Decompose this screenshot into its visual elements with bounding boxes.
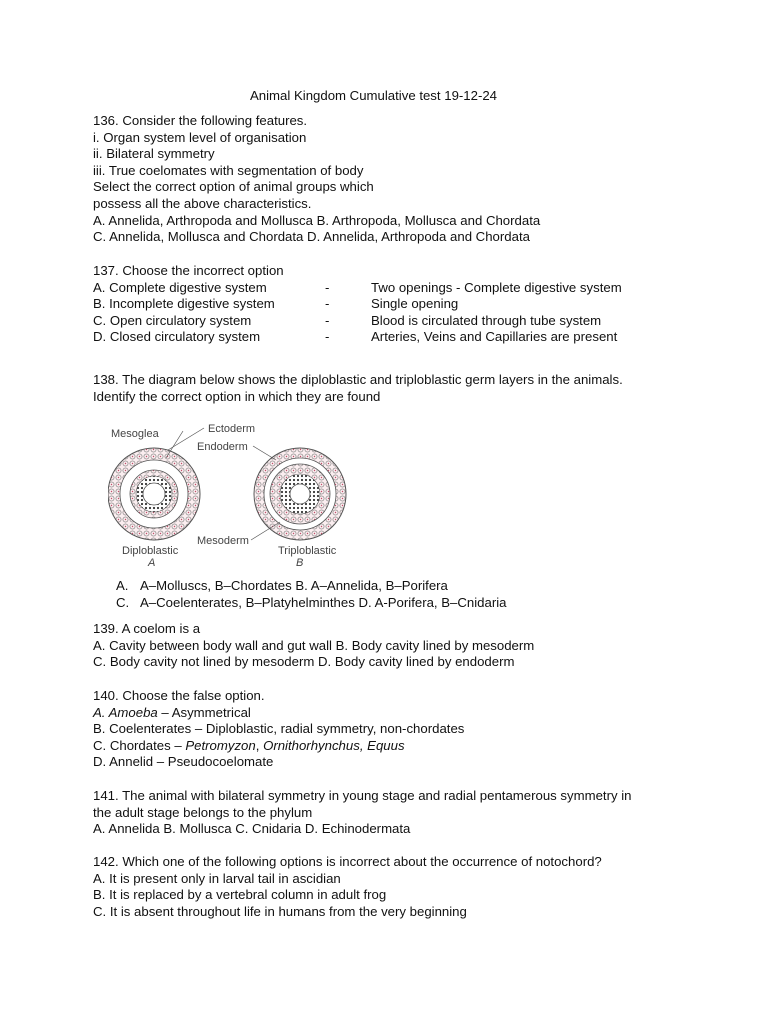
question-139 <box>93 621 733 671</box>
q137-option-row <box>93 313 733 330</box>
q137-dash: - <box>325 329 330 345</box>
label-mesoglea: Mesoglea <box>111 428 159 440</box>
q140-a-name: A. Amoeba <box>93 704 158 720</box>
q137-left: C. Open circulatory system <box>93 312 252 328</box>
q137-option-row <box>93 280 733 297</box>
q140-c-genus-1: Petromyzon <box>185 737 256 753</box>
label-a: A <box>148 557 156 569</box>
question-138 <box>93 372 733 405</box>
label-b: B <box>296 557 304 569</box>
q138-opt-c-label: C. <box>116 594 130 610</box>
q137-option-row <box>93 296 733 313</box>
q142-b: B. It is replaced by a vertebral column in adult frog <box>93 887 387 903</box>
q141-options: A. Annelida B. Mollusca C. Cnidaria D. Echinodermata <box>93 821 411 837</box>
q137-left: D. Closed circulatory system <box>93 329 261 345</box>
q137-right: Arteries, Veins and Capillaries are present <box>371 329 618 345</box>
q142-a: A. It is present only in larval tail in ascidian <box>93 870 341 886</box>
question-140 <box>93 688 733 771</box>
q140-c-genus-2: Ornithorhynchus, Equus <box>263 737 405 753</box>
label-triploblastic: Triploblastic <box>278 545 337 557</box>
q138-stem-2: Identify the correct option in which they are found <box>93 388 381 404</box>
q139-options-1: A. Cavity between body wall and gut wall B. Body cavity lined by mesoderm <box>93 637 535 653</box>
triploblastic-figure <box>254 448 346 540</box>
q136-prompt-2: possess all the above characteristics. <box>93 195 312 211</box>
q136-feature-1: i. Organ system level of organisation <box>93 129 307 145</box>
q139-options-2: C. Body cavity not lined by mesoderm D. Body cavity lined by endoderm <box>93 654 515 670</box>
q138-opt-a: A–Molluscs, B–Chordates B. A–Annelida, B–Porifera <box>140 578 448 593</box>
q142-c: C. It is absent throughout life in humans from the very beginning <box>93 903 467 919</box>
q140-a-rest: – Asymmetrical <box>157 704 251 720</box>
q137-right: Two openings - Complete digestive system <box>371 279 622 295</box>
q137-left: B. Incomplete digestive system <box>93 296 275 312</box>
label-endoderm: Endoderm <box>197 441 248 453</box>
q137-dash: - <box>325 279 330 295</box>
label-ectoderm: Ectoderm <box>208 423 256 435</box>
q141-stem-2: the adult stage belongs to the phylum <box>93 804 313 820</box>
q139-stem: 139. A coelom is a <box>93 621 201 636</box>
q137-stem: 137. Choose the incorrect option <box>93 263 284 278</box>
label-mesoderm: Mesoderm <box>197 535 249 547</box>
germ-layer-diagram <box>108 418 348 570</box>
question-137 <box>93 263 733 346</box>
q141-stem-1: 141. The animal with bilateral symmetry in young stage and radial pentamerous symmetry in <box>93 788 632 803</box>
q140-d: D. Annelid – Pseudocoelomate <box>93 754 274 770</box>
q140-c-prefix: C. Chordates – <box>93 737 186 753</box>
diploblastic-figure <box>108 448 200 540</box>
question-141 <box>93 788 733 838</box>
page-title: Animal Kingdom Cumulative test 19-12-24 <box>250 88 498 103</box>
label-diploblastic: Diploblastic <box>122 545 179 557</box>
q137-right: Blood is circulated through tube system <box>371 312 602 328</box>
q140-c-sep: , <box>255 737 264 753</box>
q136-prompt-1: Select the correct option of animal groups which <box>93 179 374 195</box>
q138-opt-c: A–Coelenterates, B–Platyhelminthes D. A-Porifera, B–Cnidaria <box>140 594 507 610</box>
question-136 <box>93 113 733 246</box>
q136-stem: 136. Consider the following features. <box>93 113 308 128</box>
q136-feature-2: ii. Bilateral symmetry <box>93 146 215 162</box>
q136-options-2: C. Annelida, Mollusca and Chordata D. Annelida, Arthropoda and Chordata <box>93 229 530 245</box>
q137-dash: - <box>325 296 330 312</box>
q142-stem: 142. Which one of the following options is incorrect about the occurrence of notochord? <box>93 854 602 869</box>
q138-opt-a-label: A. <box>116 578 129 593</box>
q137-left: A. Complete digestive system <box>93 279 267 295</box>
q137-option-row <box>93 329 733 346</box>
q140-b: B. Coelenterates – Diploblastic, radial symmetry, non-chordates <box>93 721 465 737</box>
q140-stem: 140. Choose the false option. <box>93 688 265 703</box>
q137-right: Single opening <box>371 296 459 312</box>
q138-options <box>93 578 756 611</box>
question-142 <box>93 854 733 920</box>
q137-dash: - <box>325 312 330 328</box>
q136-options-1: A. Annelida, Arthropoda and Mollusca B. Arthropoda, Mollusca and Chordata <box>93 212 541 228</box>
q136-feature-3: iii. True coelomates with segmentation of body <box>93 162 364 178</box>
q138-stem-1: 138. The diagram below shows the diploblastic and triploblastic germ layers in the animals. <box>93 372 623 387</box>
